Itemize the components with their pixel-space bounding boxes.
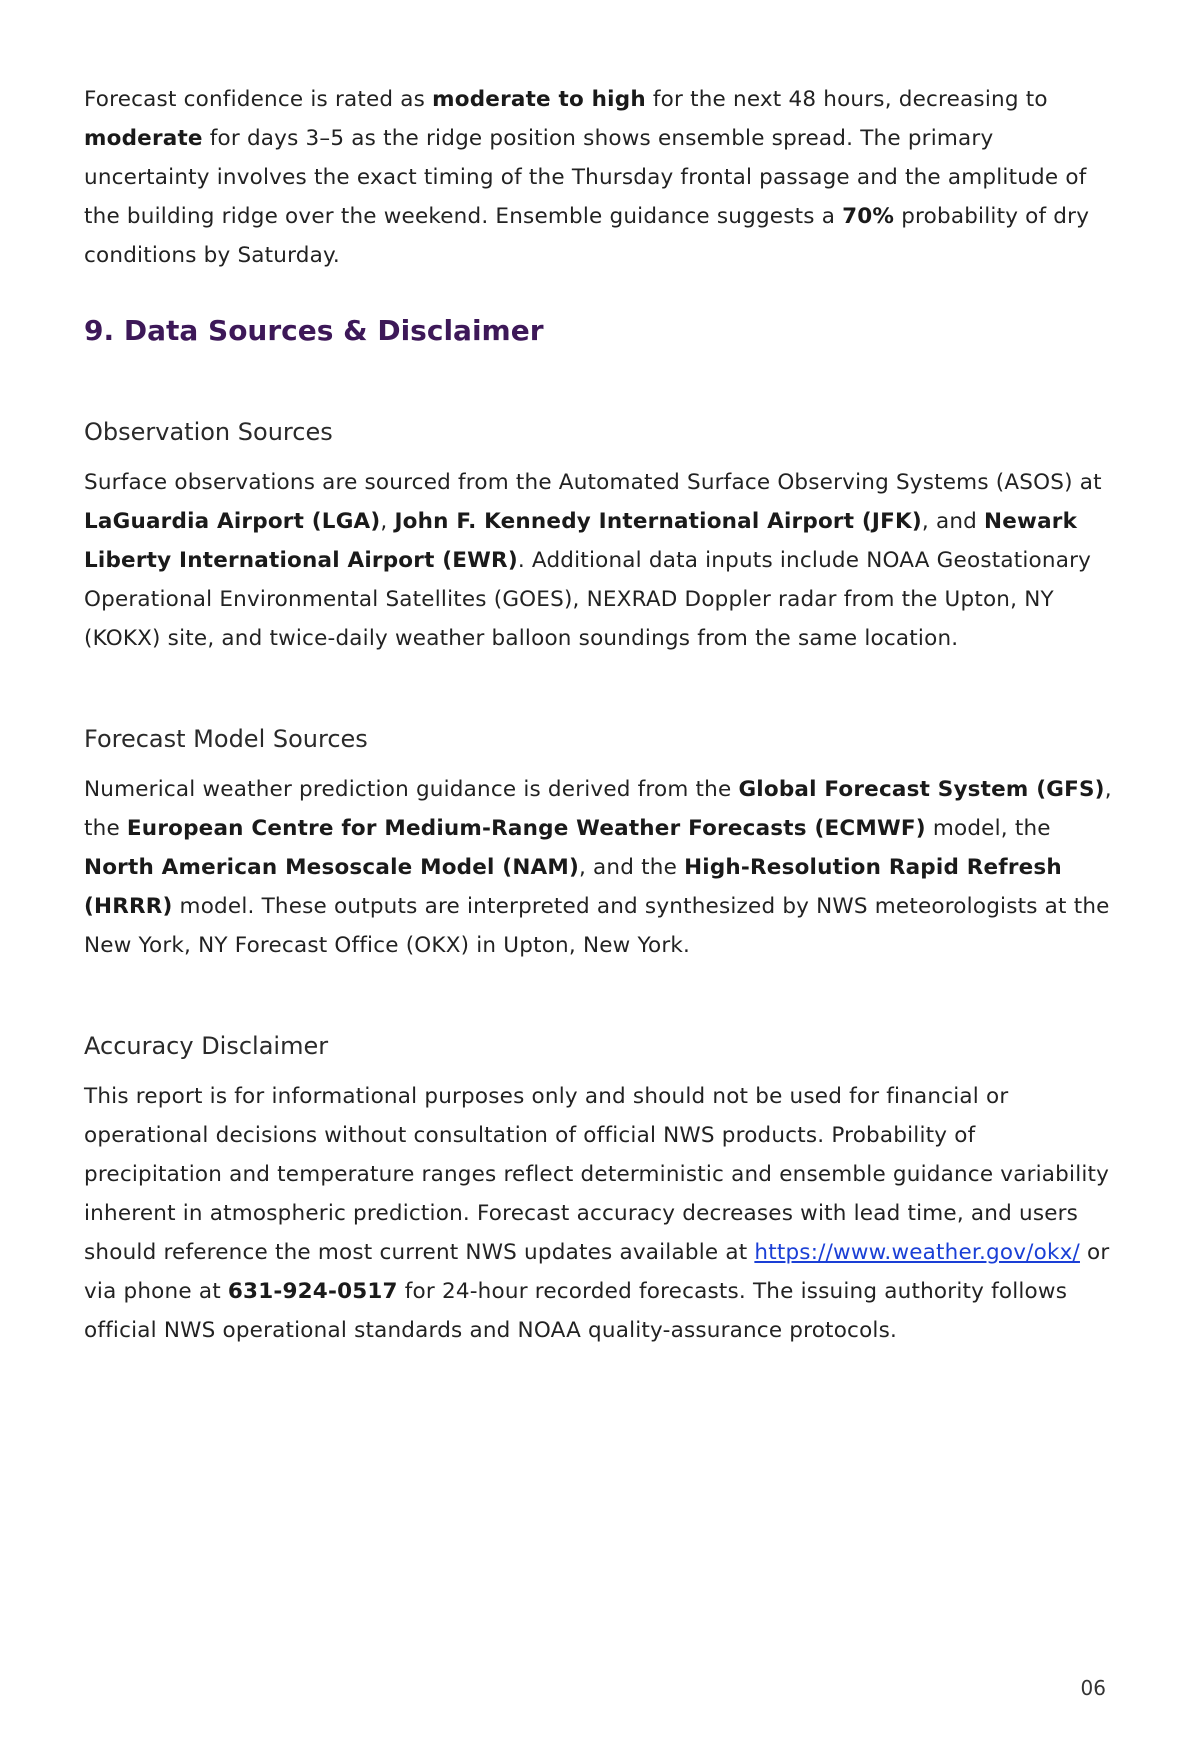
- phone-number: 631-924-0517: [227, 1279, 398, 1304]
- bold-run: Global Forecast System (GFS): [738, 777, 1105, 802]
- observation-sources-section: [84, 415, 1119, 658]
- text-run: for days 3–5 as the ridge position shows ensemble spread. The primary uncertainty involves the exact timing of the Thursday frontal passage and the amplitude of the building ridge over the weekend. Ensemble guidance suggests a: [84, 126, 1087, 229]
- observation-sources-heading: Observation Sources: [84, 418, 333, 446]
- section-title: 9. Data Sources & Disclaimer: [84, 314, 544, 347]
- forecast-model-sources-heading: Forecast Model Sources: [84, 725, 368, 753]
- page-number: 06: [1080, 1676, 1106, 1700]
- text-run: Surface observations are sourced from the Automated Surface Observing Systems (ASOS) at: [84, 470, 1102, 495]
- text-run: , the: [84, 777, 1112, 841]
- bold-run: High-Resolution Rapid Refresh (HRRR): [84, 855, 1062, 919]
- bold-run: LaGuardia Airport (LGA): [84, 509, 381, 534]
- forecast-model-sources-paragraph: [84, 770, 1119, 965]
- bold-run: moderate: [84, 126, 203, 151]
- bold-run: European Centre for Medium-Range Weather Forecasts (ECMWF): [126, 816, 926, 841]
- forecast-model-sources-section: [84, 722, 1119, 965]
- text-run: model, the: [925, 816, 1051, 841]
- text-run: , and: [921, 509, 985, 534]
- text-run: This report is for informational purposes only and should not be used for financial or operational decisions without consultation of official NWS products. Probability of precipitation and temperature ranges reflect deterministic and ensemble guidance variability inherent in atmospheric prediction. Forecast accuracy decreases with lead time, and users should reference the most current NWS updates available at: [84, 1084, 1110, 1265]
- text-run: for the next 48 hours, decreasing to: [645, 87, 1048, 112]
- text-run: for 24-hour recorded forecasts. The issuing authority follows official NWS operational standards and NOAA quality-assurance protocols.: [84, 1279, 1068, 1343]
- bold-run: 70%: [842, 204, 895, 229]
- document-page: [84, 80, 1119, 1350]
- text-run: probability of dry conditions by Saturday.: [84, 204, 1090, 268]
- bold-run: North American Mesoscale Model (NAM): [84, 855, 579, 880]
- bold-run: moderate to high: [432, 87, 646, 112]
- text-run: ,: [380, 509, 395, 534]
- forecast-confidence-paragraph: [84, 80, 1119, 275]
- bold-run: John F. Kennedy International Airport (JFK): [394, 509, 922, 534]
- text-run: model. These outputs are interpreted and synthesized by NWS meteorologists at the New York, NY Forecast Office (OKX) in Upton, New York.: [84, 894, 1110, 958]
- observation-sources-paragraph: [84, 463, 1119, 658]
- text-run: . Additional data inputs include NOAA Geostationary Operational Environmental Satellites (GOES), NEXRAD Doppler radar from the Upton, NY (KOKX) site, and twice-daily weather balloon soundings from the same location.: [84, 548, 1092, 651]
- text-run: Numerical weather prediction guidance is derived from the: [84, 777, 739, 802]
- text-run: or via phone at: [84, 1240, 1110, 1304]
- text-run: , and the: [578, 855, 685, 880]
- nws-okx-link[interactable]: https://www.weather.gov/okx/: [754, 1240, 1080, 1265]
- accuracy-disclaimer-paragraph: [84, 1077, 1119, 1350]
- accuracy-disclaimer-section: [84, 1029, 1119, 1350]
- bold-run: Newark Liberty International Airport (EWR): [84, 509, 1078, 573]
- accuracy-disclaimer-heading: Accuracy Disclaimer: [84, 1032, 329, 1060]
- text-run: Forecast confidence is rated as: [84, 87, 433, 112]
